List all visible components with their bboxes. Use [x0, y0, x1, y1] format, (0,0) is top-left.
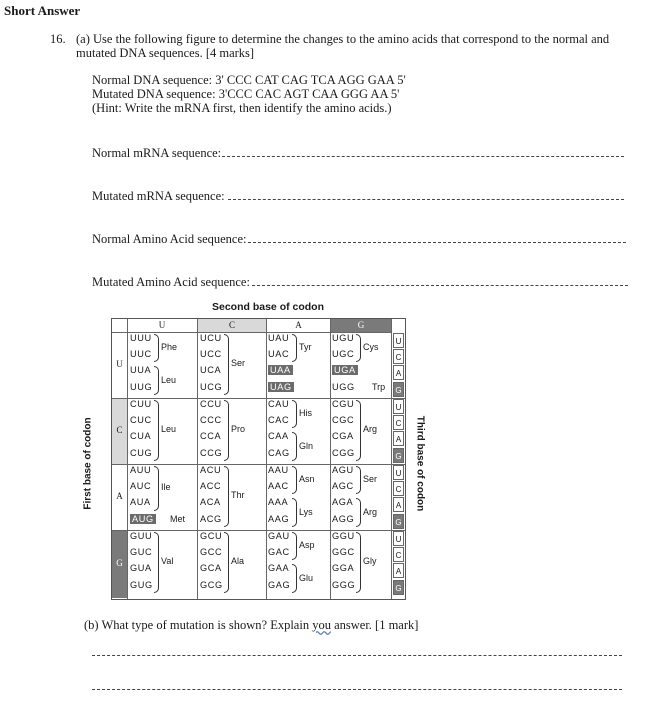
amino-acid-cys: Cys: [363, 342, 379, 353]
codon-GUU: GUU: [130, 531, 153, 541]
codon-table-right-title: Third base of codon: [414, 415, 426, 512]
third-base-A-A: A: [393, 497, 404, 512]
third-base-G-U: U: [393, 531, 404, 546]
amino-acid-his: His: [299, 408, 312, 419]
brace-CA2: [292, 432, 297, 460]
codon-AUA: AUA: [130, 497, 151, 508]
amino-acid-trp: Trp: [372, 381, 386, 392]
codon-UGC: UGC: [332, 349, 355, 360]
codon-CCU: CCU: [200, 399, 222, 409]
codon-UCA: UCA: [200, 365, 222, 376]
amino-acid-asn: Asn: [299, 474, 315, 485]
third-base-U-C: C: [393, 349, 404, 364]
amino-acid-tyr: Tyr: [299, 342, 312, 353]
third-base-C-U: U: [393, 399, 404, 414]
brace-CG: [356, 400, 361, 461]
amino-acid-arg: Arg: [363, 424, 378, 435]
third-base-G-G: G: [393, 580, 404, 595]
codon-UUG: UUG: [130, 381, 153, 392]
codon-AAU: AAU: [268, 465, 289, 475]
codon-GGC: GGC: [332, 547, 355, 558]
first-base-A: A: [116, 491, 123, 501]
codon-GCU: GCU: [200, 531, 223, 541]
codon-ACC: ACC: [200, 481, 222, 492]
codon-UUA: UUA: [130, 365, 152, 376]
mutated-mrna-label: Mutated mRNA sequence:: [92, 189, 225, 203]
brace-UA1: [292, 334, 297, 362]
codon-AGG: AGG: [332, 513, 355, 524]
third-base-U-A: A: [393, 365, 404, 380]
amino-acid-leu: Leu: [161, 424, 177, 435]
brace-CA1: [292, 400, 297, 428]
brace-UG1: [356, 334, 361, 362]
part-b-answer-line-1[interactable]: [92, 655, 622, 656]
codon-UUC: UUC: [130, 349, 152, 360]
brace-UU2: [154, 366, 159, 394]
normal-amino-acid-label: Normal Amino Acid sequence:: [92, 232, 247, 246]
part-b-word-you: you: [312, 618, 331, 632]
brace-GA1: [292, 532, 297, 560]
codon-CCC: CCC: [200, 415, 222, 426]
amino-acid-pro: Pro: [231, 424, 246, 435]
second-base-C: C: [198, 319, 267, 332]
codon-CGA: CGA: [332, 431, 354, 442]
brace-GG: [356, 532, 361, 593]
third-base-U-G: G: [393, 382, 404, 397]
amino-acid-phe: Phe: [161, 342, 178, 353]
codon-AGU: AGU: [332, 465, 354, 475]
codon-AAG: AAG: [268, 513, 290, 524]
brace-GA2: [292, 564, 297, 592]
third-base-G-A: A: [393, 563, 404, 578]
codon-GUG: GUG: [130, 579, 153, 590]
codon-CAC: CAC: [268, 415, 290, 426]
codon-GGU: GGU: [332, 531, 355, 541]
codon-GAG: GAG: [268, 579, 291, 590]
codon-UGG: UGG: [332, 381, 355, 392]
codon-UCC: UCC: [200, 349, 222, 360]
first-base-U: U: [116, 359, 123, 369]
amino-acid-gln: Gln: [299, 440, 314, 451]
amino-acid-ser: Ser: [231, 358, 246, 369]
first-base-G: G: [116, 558, 123, 568]
codon-AUG: AUG: [132, 513, 154, 524]
mutated-mrna-answer-line[interactable]: [228, 199, 624, 200]
third-base-C-C: C: [393, 415, 404, 430]
brace-AG2: [356, 498, 361, 526]
brace-CU: [154, 400, 159, 461]
codon-table-left-title: First base of codon: [82, 417, 94, 510]
amino-acid-asp: Asp: [299, 540, 315, 551]
codon-GUA: GUA: [130, 563, 152, 574]
codon-ACU: ACU: [200, 465, 222, 475]
codon-AUC: AUC: [130, 481, 152, 492]
second-base-G: G: [331, 319, 391, 332]
codon-UAG: UAG: [270, 381, 292, 392]
codon-GGG: GGG: [332, 579, 356, 590]
second-base-A: A: [267, 319, 331, 332]
codon-UGA: UGA: [334, 365, 356, 376]
codon-GAA: GAA: [268, 563, 290, 574]
codon-CUC: CUC: [130, 415, 152, 426]
codon-GCC: GCC: [200, 547, 223, 558]
third-base-G-C: C: [393, 547, 404, 562]
codon-GAC: GAC: [268, 547, 290, 558]
mutated-amino-acid-answer-line[interactable]: [252, 285, 628, 286]
codon-UCU: UCU: [200, 333, 222, 343]
codon-ACA: ACA: [200, 497, 221, 508]
codon-CAG: CAG: [268, 447, 290, 458]
mutated-amino-acid-label: Mutated Amino Acid sequence:: [92, 275, 250, 289]
brace-AU1: [154, 466, 159, 511]
third-base-U-U: U: [393, 333, 404, 348]
part-b-text-end: answer. [1 mark]: [330, 618, 419, 632]
codon-AUU: AUU: [130, 465, 152, 475]
codon-AGA: AGA: [332, 497, 354, 508]
second-base-U: U: [127, 319, 198, 332]
codon-CUG: CUG: [130, 447, 153, 458]
amino-acid-ser: Ser: [363, 474, 378, 485]
question-part-b: [84, 618, 418, 633]
amino-acid-ile: Ile: [161, 482, 171, 493]
codon-AAA: AAA: [268, 497, 289, 508]
codon-CUU: CUU: [130, 399, 152, 409]
codon-CAU: CAU: [268, 399, 290, 409]
third-base-A-U: U: [393, 465, 404, 480]
normal-mrna-label: Normal mRNA sequence:: [92, 146, 222, 160]
amino-acid-lys: Lys: [299, 506, 313, 517]
third-base-A-C: C: [393, 481, 404, 496]
third-base-C-A: A: [393, 431, 404, 446]
codon-CGC: CGC: [332, 415, 355, 426]
amino-acid-arg: Arg: [363, 506, 378, 517]
codon-GGA: GGA: [332, 563, 355, 574]
codon-UAC: UAC: [268, 349, 290, 360]
brace-AA2: [292, 498, 297, 526]
codon-UAA: UAA: [270, 365, 291, 376]
brace-CC: [224, 400, 229, 461]
codon-UAU: UAU: [268, 333, 290, 343]
codon-CAA: CAA: [268, 431, 289, 442]
codon-UGU: UGU: [332, 333, 355, 343]
amino-acid-thr: Thr: [231, 490, 245, 501]
brace-GU: [154, 532, 159, 593]
amino-acid-ala: Ala: [231, 556, 245, 567]
codon-GAU: GAU: [268, 531, 290, 541]
codon-UCG: UCG: [200, 381, 223, 392]
normal-mrna-answer-line[interactable]: [222, 156, 624, 157]
brace-GC: [224, 532, 229, 593]
codon-GCG: GCG: [200, 579, 223, 590]
codon-CGU: CGU: [332, 399, 355, 409]
codon-table-top-title: Second base of codon: [212, 301, 325, 313]
part-b-answer-line-2[interactable]: [92, 689, 622, 690]
codon-CGG: CGG: [332, 447, 355, 458]
third-base-A-G: G: [393, 514, 404, 529]
codon-AGC: AGC: [332, 481, 354, 492]
amino-acid-leu: Leu: [161, 374, 177, 385]
codon-ACG: ACG: [200, 513, 222, 524]
codon-CCA: CCA: [200, 431, 222, 442]
codon-CCG: CCG: [200, 447, 223, 458]
amino-acid-met: Met: [170, 513, 186, 524]
hint: (Hint: Write the mRNA first, then identify the amino acids.): [92, 101, 392, 115]
normal-dna-sequence: Normal DNA sequence: 3' CCC CAT CAG TCA AGG GAA 5': [92, 73, 406, 87]
amino-acid-gly: Gly: [363, 556, 377, 567]
question-number: 16.: [50, 32, 66, 46]
mutated-dna-sequence: Mutated DNA sequence: 3'CCC CAC AGT CAA GGG AA 5': [92, 87, 400, 101]
third-base-C-G: G: [393, 448, 404, 463]
amino-acid-glu: Glu: [299, 572, 314, 583]
brace-UC: [224, 334, 229, 395]
brace-AG1: [356, 466, 361, 494]
codon-GCA: GCA: [200, 563, 222, 574]
amino-acid-val: Val: [161, 556, 174, 567]
codon-CUA: CUA: [130, 431, 152, 442]
brace-AC: [224, 466, 229, 527]
question-part-a: (a) Use the following figure to determine the changes to the amino acids that correspond to the normal and mutated DNA sequences. [4 marks]: [76, 32, 610, 60]
first-base-C: C: [116, 425, 123, 435]
brace-AA1: [292, 466, 297, 494]
codon-GUC: GUC: [130, 547, 153, 558]
normal-amino-acid-answer-line[interactable]: [248, 242, 626, 243]
brace-UU1: [154, 334, 159, 362]
part-b-text: (b) What type of mutation is shown? Explain: [84, 618, 313, 632]
section-heading: Short Answer: [4, 3, 81, 18]
codon-AAC: AAC: [268, 481, 289, 492]
codon-UUU: UUU: [130, 333, 152, 343]
